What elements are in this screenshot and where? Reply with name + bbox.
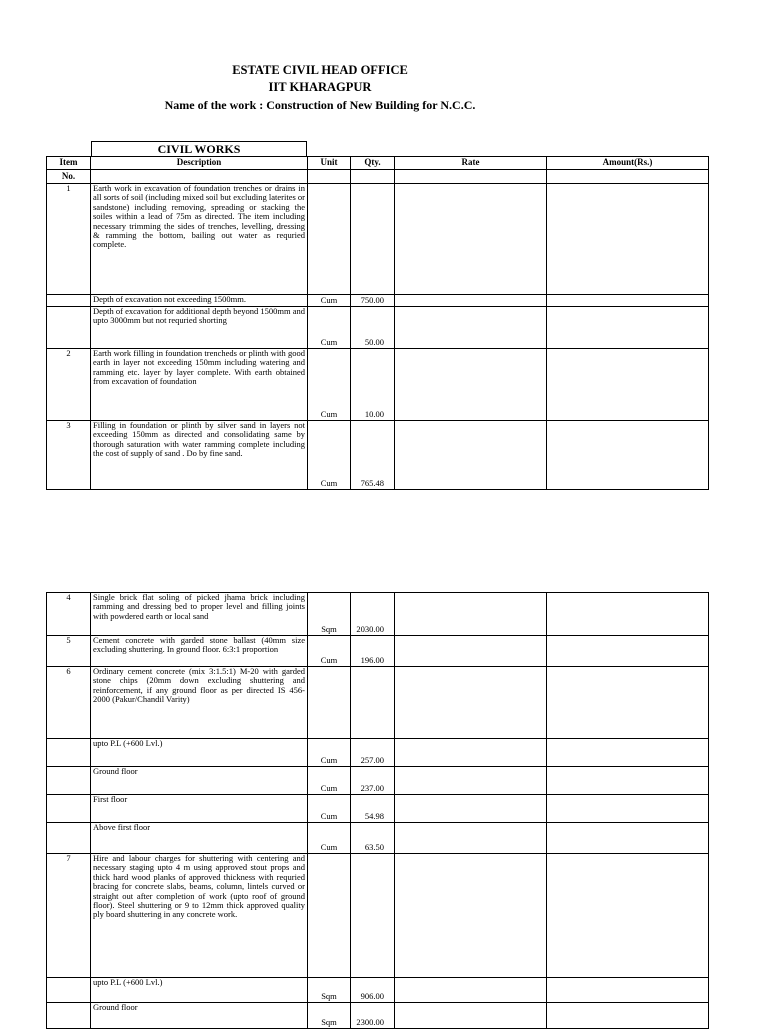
col-rate: Rate bbox=[395, 157, 547, 170]
table-row bbox=[47, 795, 709, 823]
unit bbox=[308, 184, 351, 295]
amount-cell bbox=[547, 593, 709, 636]
col-amount: Amount(Rs.) bbox=[547, 157, 709, 170]
section-title: CIVIL WORKS bbox=[91, 141, 307, 156]
description: Filling in foundation or plinth by silver sand in layers not exceeding 150mm as directed and consolidating same by thorough saturation with water ramming complete including the cost of supply of sand . Do by fine sand. bbox=[91, 421, 308, 490]
rate-cell bbox=[395, 795, 547, 823]
rate-cell bbox=[395, 295, 547, 307]
unit: Cum bbox=[308, 349, 351, 421]
description: Earth work filling in foundation trencheds or plinth with good earth in layer not exceeding 150mm including watering and ramming etc. layer by layer complete. With earth obtained from excavation of foundation bbox=[91, 349, 308, 421]
description: Above first floor bbox=[91, 823, 308, 854]
unit: Sqm bbox=[308, 593, 351, 636]
amount-cell bbox=[547, 307, 709, 349]
unit: Sqm bbox=[308, 978, 351, 1003]
amount-cell bbox=[547, 421, 709, 490]
qty: 237.00 bbox=[351, 767, 395, 795]
table-row bbox=[47, 667, 709, 739]
qty: 765.48 bbox=[351, 421, 395, 490]
description: First floor bbox=[91, 795, 308, 823]
table-row bbox=[47, 307, 709, 349]
rate-cell bbox=[395, 307, 547, 349]
unit: Cum bbox=[308, 739, 351, 767]
unit bbox=[308, 854, 351, 978]
office-title: ESTATE CIVIL HEAD OFFICE bbox=[232, 63, 408, 77]
table-row bbox=[47, 823, 709, 854]
description: Ordinary cement concrete (mix 3:1.5:1) M-20 with garded stone chips (20mm down excluding shuttering and reinforcement, if any ground floor as per directed IS 456-2000 (Pakur/Chandil Varity) bbox=[91, 667, 308, 739]
unit: Cum bbox=[308, 307, 351, 349]
table-row bbox=[47, 767, 709, 795]
description: Hire and labour charges for shuttering with centering and necessary staging upto 4 m using approved stout props and thick hard wood planks of approved thickness with requried bracing for concrete slabs, beams, column, lintels curved or straight out after completion of work (upto roof of ground floor). Steel shuttering or 9 to 12mm thick approved quality ply board shuttering in any concrete work. bbox=[91, 854, 308, 978]
table-row bbox=[47, 1003, 709, 1029]
description: Depth of excavation not exceeding 1500mm. bbox=[91, 295, 308, 307]
item-no bbox=[47, 295, 91, 307]
amount-cell bbox=[547, 667, 709, 739]
qty: 2030.00 bbox=[351, 593, 395, 636]
qty: 50.00 bbox=[351, 307, 395, 349]
unit: Cum bbox=[308, 636, 351, 667]
institute-title: IIT KHARAGPUR bbox=[268, 80, 372, 94]
item-no bbox=[47, 978, 91, 1003]
rate-cell bbox=[395, 667, 547, 739]
description: Depth of excavation for additional depth beyond 1500mm and upto 3000mm but not requried shorting bbox=[91, 307, 308, 349]
amount-cell bbox=[547, 739, 709, 767]
col-unit: Unit bbox=[308, 157, 351, 170]
description: Single brick flat soling of picked jhama brick including ramming and dressing bed to proper level and filling joints with powdered earth or local sand bbox=[91, 593, 308, 636]
description: upto P.L (+600 Lvl.) bbox=[91, 978, 308, 1003]
col-item-no: No. bbox=[47, 170, 91, 184]
rate-cell bbox=[395, 854, 547, 978]
amount-cell bbox=[547, 854, 709, 978]
description: Ground floor bbox=[91, 767, 308, 795]
unit: Cum bbox=[308, 795, 351, 823]
rate-cell bbox=[395, 184, 547, 295]
unit: Cum bbox=[308, 421, 351, 490]
col-description: Description bbox=[91, 157, 308, 170]
rate-cell bbox=[395, 978, 547, 1003]
item-no: 5 bbox=[47, 636, 91, 667]
item-no: 3 bbox=[47, 421, 91, 490]
item-no: 7 bbox=[47, 854, 91, 978]
col-item: Item bbox=[47, 157, 91, 170]
rate-cell bbox=[395, 1003, 547, 1029]
qty: 2300.00 bbox=[351, 1003, 395, 1029]
rate-cell bbox=[395, 739, 547, 767]
unit: Sqm bbox=[308, 1003, 351, 1029]
item-no bbox=[47, 739, 91, 767]
description: Earth work in excavation of foundation trenches or drains in all sorts of soil (including mixed soil but excluding laterites or sandstone) including removing, spreading or stacking the soiles within a lead of 75m as directed. The item including necessary trimming the sides of trenches, levelling, dressing & ramming the bottom, bailing out water as requried complete. bbox=[91, 184, 308, 295]
table-row bbox=[47, 978, 709, 1003]
qty bbox=[351, 667, 395, 739]
unit bbox=[308, 667, 351, 739]
table-row bbox=[47, 739, 709, 767]
item-no: 4 bbox=[47, 593, 91, 636]
qty bbox=[351, 854, 395, 978]
amount-cell bbox=[547, 978, 709, 1003]
item-no bbox=[47, 823, 91, 854]
col-qty: Qty. bbox=[351, 157, 395, 170]
item-no bbox=[47, 1003, 91, 1029]
rate-cell bbox=[395, 636, 547, 667]
table-row bbox=[47, 636, 709, 667]
qty: 906.00 bbox=[351, 978, 395, 1003]
item-no: 1 bbox=[47, 184, 91, 295]
amount-cell bbox=[547, 184, 709, 295]
work-name: Name of the work : Construction of New Building for N.C.C. bbox=[164, 98, 476, 112]
item-no: 2 bbox=[47, 349, 91, 421]
item-no bbox=[47, 767, 91, 795]
item-no bbox=[47, 795, 91, 823]
description: upto P.L (+600 Lvl.) bbox=[91, 739, 308, 767]
qty bbox=[351, 184, 395, 295]
description: Ground floor bbox=[91, 1003, 308, 1029]
rate-cell bbox=[395, 349, 547, 421]
unit: Cum bbox=[308, 295, 351, 307]
rate-cell bbox=[395, 823, 547, 854]
rate-cell bbox=[395, 421, 547, 490]
column-subheader-row bbox=[47, 170, 709, 184]
table-row bbox=[47, 854, 709, 978]
qty: 257.00 bbox=[351, 739, 395, 767]
amount-cell bbox=[547, 1003, 709, 1029]
amount-cell bbox=[547, 349, 709, 421]
table-row bbox=[47, 421, 709, 490]
table-row bbox=[47, 184, 709, 295]
qty: 750.00 bbox=[351, 295, 395, 307]
amount-cell bbox=[547, 636, 709, 667]
table-row bbox=[47, 593, 709, 636]
item-no: 6 bbox=[47, 667, 91, 739]
qty: 10.00 bbox=[351, 349, 395, 421]
amount-cell bbox=[547, 795, 709, 823]
amount-cell bbox=[547, 823, 709, 854]
amount-cell bbox=[547, 295, 709, 307]
column-header-row bbox=[47, 157, 709, 170]
qty: 63.50 bbox=[351, 823, 395, 854]
unit: Cum bbox=[308, 823, 351, 854]
table-row bbox=[47, 295, 709, 307]
table-row bbox=[47, 349, 709, 421]
item-no bbox=[47, 307, 91, 349]
qty: 54.98 bbox=[351, 795, 395, 823]
rate-cell bbox=[395, 767, 547, 795]
amount-cell bbox=[547, 767, 709, 795]
description: Cement concrete with garded stone ballast (40mm size excluding shuttering. In ground floor. 6:3:1 proportion bbox=[91, 636, 308, 667]
qty: 196.00 bbox=[351, 636, 395, 667]
boq-table-page2 bbox=[46, 592, 709, 1029]
unit: Cum bbox=[308, 767, 351, 795]
boq-table-page1 bbox=[46, 156, 709, 490]
rate-cell bbox=[395, 593, 547, 636]
